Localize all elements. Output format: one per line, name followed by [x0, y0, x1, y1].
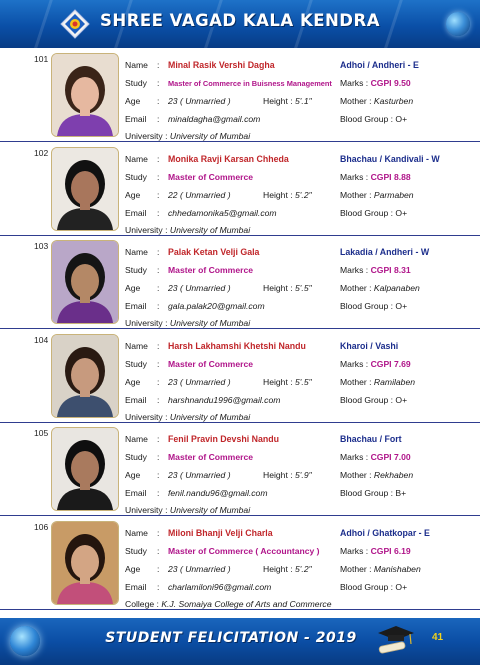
marks-field: [340, 452, 411, 462]
blood-group-label: Blood Group :: [340, 207, 394, 218]
colon: :: [157, 207, 160, 218]
blood-group-field: [340, 395, 407, 405]
height-label: Height :: [263, 96, 293, 106]
colon: :: [157, 247, 160, 257]
name-label: Name: [125, 60, 148, 70]
student-entry: [0, 235, 480, 329]
student-institution: University of Mumbai: [169, 505, 251, 515]
student-cgpi: CGPI 9.50: [370, 78, 411, 88]
student-photo: [51, 334, 119, 418]
graduation-cap-icon: [376, 622, 416, 660]
student-photo: [51, 240, 119, 324]
blood-group-field: [340, 582, 407, 592]
colon: :: [157, 340, 160, 351]
page-title: SHREE VAGAD KALA KENDRA: [100, 11, 380, 30]
student-study: Master of Commerce in Buisness Management: [168, 79, 332, 88]
student-study: Master of Commerce: [168, 171, 254, 182]
study-label: Study: [125, 171, 147, 182]
globe-icon: [446, 12, 470, 36]
colon: :: [157, 60, 160, 70]
student-height: 5'.2": [295, 563, 312, 574]
colon: :: [157, 488, 160, 498]
mother-label: Mother :: [340, 563, 372, 574]
student-institution: University of Mumbai: [169, 318, 251, 328]
student-blood-group: O+: [395, 207, 408, 218]
colon: :: [157, 376, 160, 387]
student-height: 5'.1": [295, 96, 312, 106]
student-cgpi: CGPI 8.88: [370, 171, 411, 182]
student-study: Master of Commerce: [168, 452, 254, 462]
entry-number: 102: [34, 147, 49, 158]
study-label: Study: [125, 78, 147, 88]
height-field: [263, 190, 312, 200]
name-label: Name: [125, 153, 148, 164]
marks-label: Marks :: [340, 171, 369, 182]
mother-field: [340, 377, 415, 387]
marks-field: [340, 78, 411, 88]
student-age: 23 ( Unmarried ): [168, 96, 231, 106]
globe-icon: [10, 626, 40, 656]
student-email: charlamiloni96@gmail.com: [168, 581, 272, 592]
colon: :: [157, 283, 160, 293]
age-label: Age: [125, 189, 141, 200]
student-name: Harsh Lakhamshi Khetshi Nandu: [168, 340, 306, 351]
student-email: chhedamonika5@gmail.com: [168, 207, 277, 218]
age-label: Age: [125, 470, 141, 480]
student-location: Bhachau / Fort: [340, 434, 402, 444]
mother-label: Mother :: [340, 376, 372, 387]
email-label: Email: [125, 488, 147, 498]
colon: :: [157, 96, 160, 106]
colon: :: [157, 114, 160, 124]
student-name: Miloni Bhanji Velji Charla: [168, 527, 273, 538]
height-field: [263, 377, 312, 387]
institution-label: University :: [125, 318, 168, 328]
page-number: 41: [432, 632, 444, 643]
colon: :: [157, 153, 160, 164]
colon: :: [157, 470, 160, 480]
height-field: [263, 564, 312, 574]
marks-field: [340, 265, 411, 275]
student-location: Adhoi / Ghatkopar - E: [340, 527, 430, 538]
student-cgpi: CGPI 7.69: [370, 358, 411, 369]
height-field: [263, 283, 312, 293]
colon: :: [157, 581, 160, 592]
page-header: [0, 0, 480, 48]
colon: :: [157, 171, 160, 182]
colon: :: [157, 527, 160, 538]
blood-group-field: [340, 301, 407, 311]
institution-label: University :: [125, 224, 168, 235]
student-study: Master of Commerce: [168, 358, 254, 369]
colon: :: [157, 265, 160, 275]
student-email: minaldagha@gmail.com: [168, 114, 261, 124]
entry-number: 105: [34, 428, 49, 438]
student-photo: [51, 427, 119, 511]
age-label: Age: [125, 376, 141, 387]
student-entry: [0, 516, 480, 610]
student-entry: [0, 329, 480, 423]
email-label: Email: [125, 114, 147, 124]
email-label: Email: [125, 301, 147, 311]
age-label: Age: [125, 96, 141, 106]
student-mother: Kalpanaben: [373, 283, 420, 293]
blood-group-field: [340, 488, 406, 498]
student-age: 22 ( Unmarried ): [168, 189, 231, 200]
student-mother: Manishaben: [373, 563, 421, 574]
student-blood-group: O+: [395, 581, 408, 592]
email-label: Email: [125, 207, 147, 218]
student-entry: [0, 48, 480, 142]
page-footer: [0, 618, 480, 665]
student-list: [0, 48, 480, 618]
student-email: fenil.nandu96@gmail.com: [168, 488, 268, 498]
student-height: 5'.5": [295, 283, 312, 293]
student-entry: [0, 142, 480, 236]
student-age: 23 ( Unmarried ): [168, 376, 231, 387]
height-label: Height :: [263, 563, 293, 574]
mother-label: Mother :: [340, 283, 372, 293]
student-email: gala.palak20@gmail.com: [168, 301, 265, 311]
marks-label: Marks :: [340, 358, 369, 369]
student-location: Lakadia / Andheri - W: [340, 247, 430, 257]
mother-field: [340, 283, 420, 293]
institution-field: [125, 225, 250, 235]
student-mother: Kasturben: [373, 96, 414, 106]
colon: :: [157, 452, 160, 462]
colon: :: [157, 394, 160, 405]
student-height: 5'.5": [295, 376, 312, 387]
student-cgpi: CGPI 8.31: [370, 265, 411, 275]
student-institution: K.J. Somaiya College of Arts and Commerce: [161, 598, 332, 609]
marks-field: [340, 546, 411, 556]
footer-title: STUDENT FELICITATION - 2019: [105, 630, 357, 646]
student-location: Adhoi / Andheri - E: [340, 60, 419, 70]
marks-field: [340, 359, 411, 369]
height-label: Height :: [263, 189, 293, 200]
email-label: Email: [125, 581, 147, 592]
colon: :: [157, 545, 160, 556]
height-field: [263, 470, 312, 480]
mother-field: [340, 470, 413, 480]
blood-group-label: Blood Group :: [340, 301, 394, 311]
institution-label: College :: [125, 598, 159, 609]
blood-group-label: Blood Group :: [340, 581, 394, 592]
name-label: Name: [125, 527, 148, 538]
blood-group-field: [340, 208, 407, 218]
mother-field: [340, 96, 413, 106]
study-label: Study: [125, 452, 147, 462]
student-age: 23 ( Unmarried ): [168, 563, 231, 574]
marks-label: Marks :: [340, 265, 369, 275]
institution-field: [125, 318, 250, 328]
student-email: harshnandu1996@gmail.com: [168, 394, 281, 405]
blood-group-label: Blood Group :: [340, 488, 394, 498]
student-institution: University of Mumbai: [169, 411, 251, 422]
entry-number: 103: [34, 241, 49, 251]
height-label: Height :: [263, 283, 293, 293]
marks-label: Marks :: [340, 452, 369, 462]
email-label: Email: [125, 394, 147, 405]
mother-field: [340, 190, 414, 200]
blood-group-label: Blood Group :: [340, 114, 394, 124]
mother-label: Mother :: [340, 189, 372, 200]
colon: :: [157, 563, 160, 574]
entry-number: 101: [34, 54, 49, 64]
student-entry: [0, 422, 480, 516]
age-label: Age: [125, 283, 141, 293]
name-label: Name: [125, 247, 148, 257]
marks-label: Marks :: [340, 545, 369, 556]
student-age: 23 ( Unmarried ): [168, 283, 231, 293]
student-blood-group: O+: [395, 301, 408, 311]
student-name: Palak Ketan Velji Gala: [168, 247, 260, 257]
student-name: Monika Ravji Karsan Chheda: [168, 153, 289, 164]
student-institution: University of Mumbai: [169, 131, 251, 141]
student-cgpi: CGPI 7.00: [370, 452, 411, 462]
student-photo: [51, 53, 119, 137]
age-label: Age: [125, 563, 141, 574]
study-label: Study: [125, 265, 147, 275]
mother-label: Mother :: [340, 470, 372, 480]
student-cgpi: CGPI 6.19: [370, 545, 411, 556]
study-label: Study: [125, 545, 147, 556]
student-institution: University of Mumbai: [169, 224, 251, 235]
student-height: 5'.9": [295, 470, 312, 480]
name-label: Name: [125, 340, 148, 351]
height-label: Height :: [263, 470, 293, 480]
student-photo: [51, 147, 119, 231]
student-study: Master of Commerce: [168, 265, 254, 275]
mother-field: [340, 564, 421, 574]
marks-field: [340, 172, 411, 182]
student-age: 23 ( Unmarried ): [168, 470, 231, 480]
student-blood-group: O+: [395, 114, 408, 124]
student-mother: Rekhaben: [373, 470, 414, 480]
institution-field: [125, 131, 250, 141]
colon: :: [157, 78, 160, 88]
height-field: [263, 96, 312, 106]
institution-field: [125, 505, 250, 515]
colon: :: [157, 434, 160, 444]
student-location: Kharoi / Vashi: [340, 340, 399, 351]
student-name: Minal Rasik Vershi Dagha: [168, 60, 275, 70]
student-height: 5'.2": [295, 189, 312, 200]
colon: :: [157, 301, 160, 311]
height-label: Height :: [263, 376, 293, 387]
entry-number: 104: [34, 334, 49, 345]
student-blood-group: O+: [395, 394, 408, 405]
name-label: Name: [125, 434, 148, 444]
student-blood-group: B+: [395, 488, 407, 498]
student-name: Fenil Pravin Devshi Nandu: [168, 434, 279, 444]
blood-group-field: [340, 114, 407, 124]
marks-label: Marks :: [340, 78, 369, 88]
student-mother: Parmaben: [373, 189, 414, 200]
blood-group-label: Blood Group :: [340, 394, 394, 405]
institution-field: [125, 412, 250, 422]
mother-label: Mother :: [340, 96, 372, 106]
student-mother: Ramilaben: [373, 376, 416, 387]
institution-label: University :: [125, 411, 168, 422]
study-label: Study: [125, 358, 147, 369]
institution-label: University :: [125, 505, 168, 515]
student-photo: [51, 521, 119, 605]
entry-number: 106: [34, 521, 49, 532]
student-study: Master of Commerce ( Accountancy ): [168, 545, 320, 556]
institution-label: University :: [125, 131, 168, 141]
student-location: Bhachau / Kandivali - W: [340, 153, 440, 164]
colon: :: [157, 358, 160, 369]
institution-field: [125, 599, 332, 609]
colon: :: [157, 189, 160, 200]
